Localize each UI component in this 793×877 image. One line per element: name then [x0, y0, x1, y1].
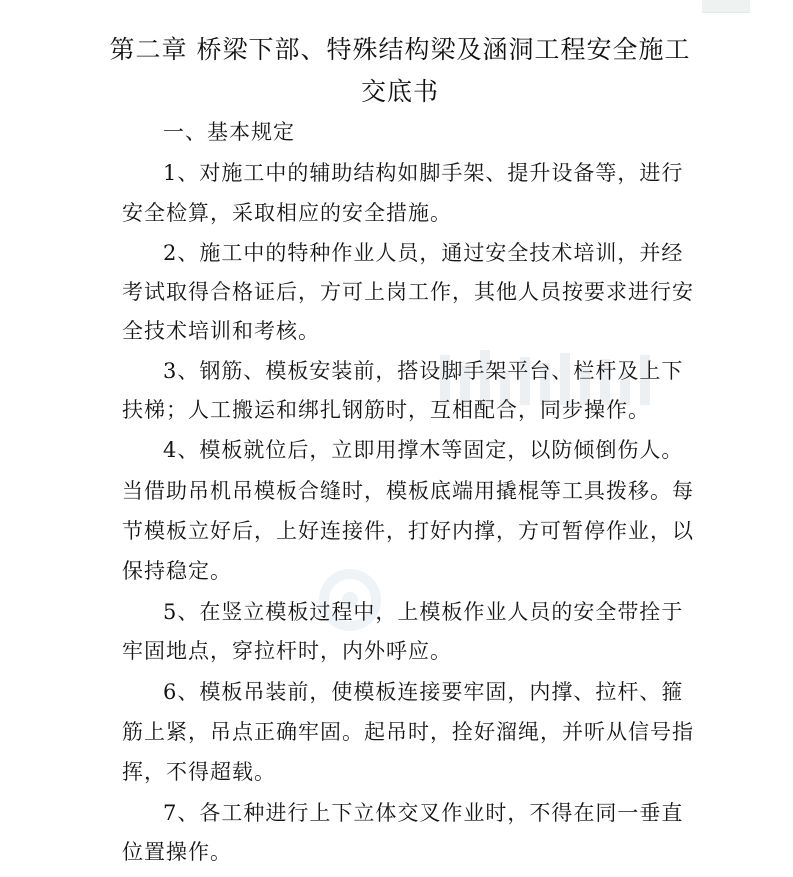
document-title: 第二章 桥梁下部、特殊结构梁及涵洞工程安全施工 [109, 35, 691, 64]
paragraph-line: 安全检算，采取相应的安全措施。 [122, 201, 452, 225]
paragraph-line: 5、在竖立模板过程中，上模板作业人员的安全带拴于 [163, 600, 684, 624]
paragraph-line: 3、钢筋、模板安装前，搭设脚手架平台、栏杆及上下 [163, 359, 684, 383]
paragraph-line: 4、模板就位后，立即用撑木等固定，以防倾倒伤人。 [163, 438, 684, 462]
paragraph-line: 7、各工种进行上下立体交叉作业时，不得在同一垂直 [163, 801, 684, 825]
paragraph-line: 筋上紧，吊点正确牢固。起吊时，拴好溜绳，并听从信号指 [122, 720, 694, 744]
paragraph-line: 保持稳定。 [122, 559, 232, 583]
paragraph-line: 2、施工中的特种作业人员，通过安全技术培训，并经 [163, 241, 684, 265]
paragraph-line: 考试取得合格证后，方可上岗工作，其他人员按要求进行安 [122, 280, 694, 304]
paragraph-line: 当借助吊机吊模板合缝时，模板底端用撬棍等工具拨移。每 [122, 479, 694, 503]
paragraph-line: 6、模板吊装前，使模板连接要牢固，内撑、拉杆、箍 [163, 680, 684, 704]
paragraph-line: 节模板立好后，上好连接件，打好内撑，方可暂停作业，以 [122, 519, 694, 543]
paragraph-line: 1、对施工中的辅助结构如脚手架、提升设备等，进行 [163, 161, 684, 185]
paragraph-line: 全技术培训和考核。 [122, 319, 320, 343]
paragraph-line: 挥，不得超载。 [122, 760, 276, 784]
document-title-continued: 交底书 [360, 77, 439, 106]
paragraph-line: 位置操作。 [122, 840, 232, 864]
paragraph-line: 牢固地点，穿拉杆时，内外呼应。 [122, 639, 452, 663]
corner-decoration [702, 0, 750, 13]
section-heading: 一、基本规定 [163, 120, 295, 144]
paragraph-line: 扶梯；人工搬运和绑扎钢筋时，互相配合，同步操作。 [122, 398, 650, 422]
